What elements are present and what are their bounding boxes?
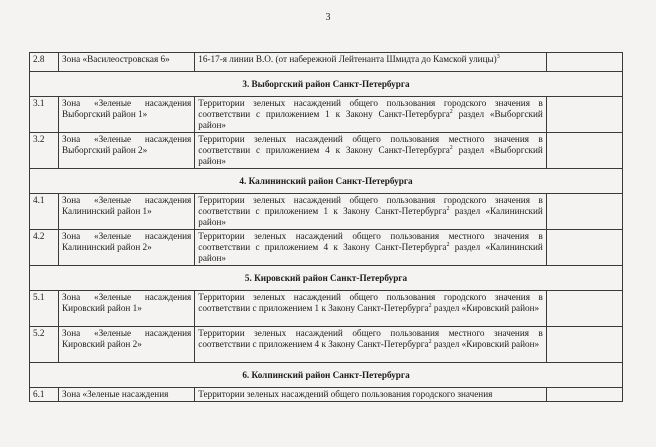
section-title: 3. Выборгский район Санкт-Петербурга — [30, 72, 623, 97]
empty-cell — [546, 230, 622, 266]
zone-name: Зона «Василеостровская 6» — [59, 53, 195, 72]
row-number: 3.1 — [30, 97, 59, 133]
zone-description — [195, 97, 547, 133]
description-section: раздел «Кировский район» — [431, 339, 540, 349]
footnote-marker: 2 — [446, 241, 450, 248]
description-text: Территории зеленых насаждений общего пользования городского значения — [198, 389, 493, 399]
empty-cell — [546, 291, 622, 327]
description-section: раздел «Калининский район» — [198, 206, 543, 227]
description-text: Территории зеленых насаждений общего пользования местного значения в соответствии с приложением 4 к Закону Санкт-Петербурга — [198, 134, 543, 155]
table-row — [30, 133, 623, 169]
section-title: 5. Кировский район Санкт-Петербурга — [30, 266, 623, 291]
zone-description — [195, 53, 547, 72]
footnote-marker: 3 — [496, 53, 500, 60]
zone-name: Зона «Зеленые насаждения Выборгский район 1» — [59, 97, 195, 133]
table-row — [30, 291, 623, 327]
zone-name: Зона «Зеленые насаждения Кировский район 2» — [59, 327, 195, 363]
table-row — [30, 53, 623, 72]
zone-description — [195, 230, 547, 266]
table-row — [30, 230, 623, 266]
zone-description — [195, 327, 547, 363]
empty-cell — [546, 97, 622, 133]
empty-cell — [546, 327, 622, 363]
description-text: Территории зеленых насаждений общего пользования местного значения в соответствии с приложением 4 к Закону Санкт-Петербурга — [198, 231, 543, 252]
empty-cell — [546, 388, 622, 402]
row-number: 4.2 — [30, 230, 59, 266]
zone-name: Зона «Зеленые насаждения Кировский район 1» — [59, 291, 195, 327]
zone-name: Зона «Зеленые насаждения Выборгский район 2» — [59, 133, 195, 169]
zone-description — [195, 388, 547, 402]
row-number: 6.1 — [30, 388, 59, 402]
footnote-marker: 2 — [449, 108, 453, 115]
zone-description — [195, 291, 547, 327]
table-row — [30, 97, 623, 133]
footnote-marker: 2 — [428, 338, 432, 345]
description-section: раздел «Калининский район» — [198, 242, 543, 263]
section-header-row — [30, 363, 623, 388]
zone-name: Зона «Зеленые насаждения Калининский район 2» — [59, 230, 195, 266]
description-text: 16-17-я линии В.О. (от набережной Лейтенанта Шмидта до Камской улицы) — [198, 54, 497, 64]
zone-name: Зона «Зеленые насаждения Калининский район 1» — [59, 194, 195, 230]
row-number: 3.2 — [30, 133, 59, 169]
row-number: 5.1 — [30, 291, 59, 327]
section-header-row — [30, 72, 623, 97]
description-text: Территории зеленых насаждений общего пользования городского значения в соответствии с приложением 1 к Закону Санкт-Петербурга — [198, 98, 543, 119]
description-text: Территории зеленых насаждений общего пользования городского значения в соответствии с приложением 1 к Закону Санкт-Петербурга — [198, 292, 543, 313]
description-section: раздел «Выборгский район» — [198, 109, 543, 130]
zone-description — [195, 133, 547, 169]
row-number: 2.8 — [30, 53, 59, 72]
description-text: Территории зеленых насаждений общего пользования городского значения в соответствии с приложением 1 к Закону Санкт-Петербурга — [198, 195, 543, 216]
zones-table — [29, 52, 623, 402]
empty-cell — [546, 133, 622, 169]
row-number: 5.2 — [30, 327, 59, 363]
footnote-marker: 2 — [449, 144, 453, 151]
table-row — [30, 388, 623, 402]
table-row — [30, 194, 623, 230]
row-number: 4.1 — [30, 194, 59, 230]
description-section: раздел «Кировский район» — [431, 303, 540, 313]
section-header-row — [30, 169, 623, 194]
footnote-marker: 2 — [446, 205, 450, 212]
empty-cell — [546, 53, 622, 72]
description-section: раздел «Выборгский район» — [198, 145, 543, 166]
empty-cell — [546, 194, 622, 230]
page-number: 3 — [325, 12, 331, 23]
zone-description — [195, 194, 547, 230]
table-row — [30, 327, 623, 363]
section-header-row — [30, 266, 623, 291]
section-title: 4. Калининский район Санкт-Петербурга — [30, 169, 623, 194]
footnote-marker: 2 — [428, 302, 432, 309]
description-text: Территории зеленых насаждений общего пользования местного значения в соответствии с приложением 4 к Закону Санкт-Петербурга — [198, 328, 543, 349]
section-title: 6. Колпинский район Санкт-Петербурга — [30, 363, 623, 388]
zone-name: Зона «Зеленые насаждения — [59, 388, 195, 402]
